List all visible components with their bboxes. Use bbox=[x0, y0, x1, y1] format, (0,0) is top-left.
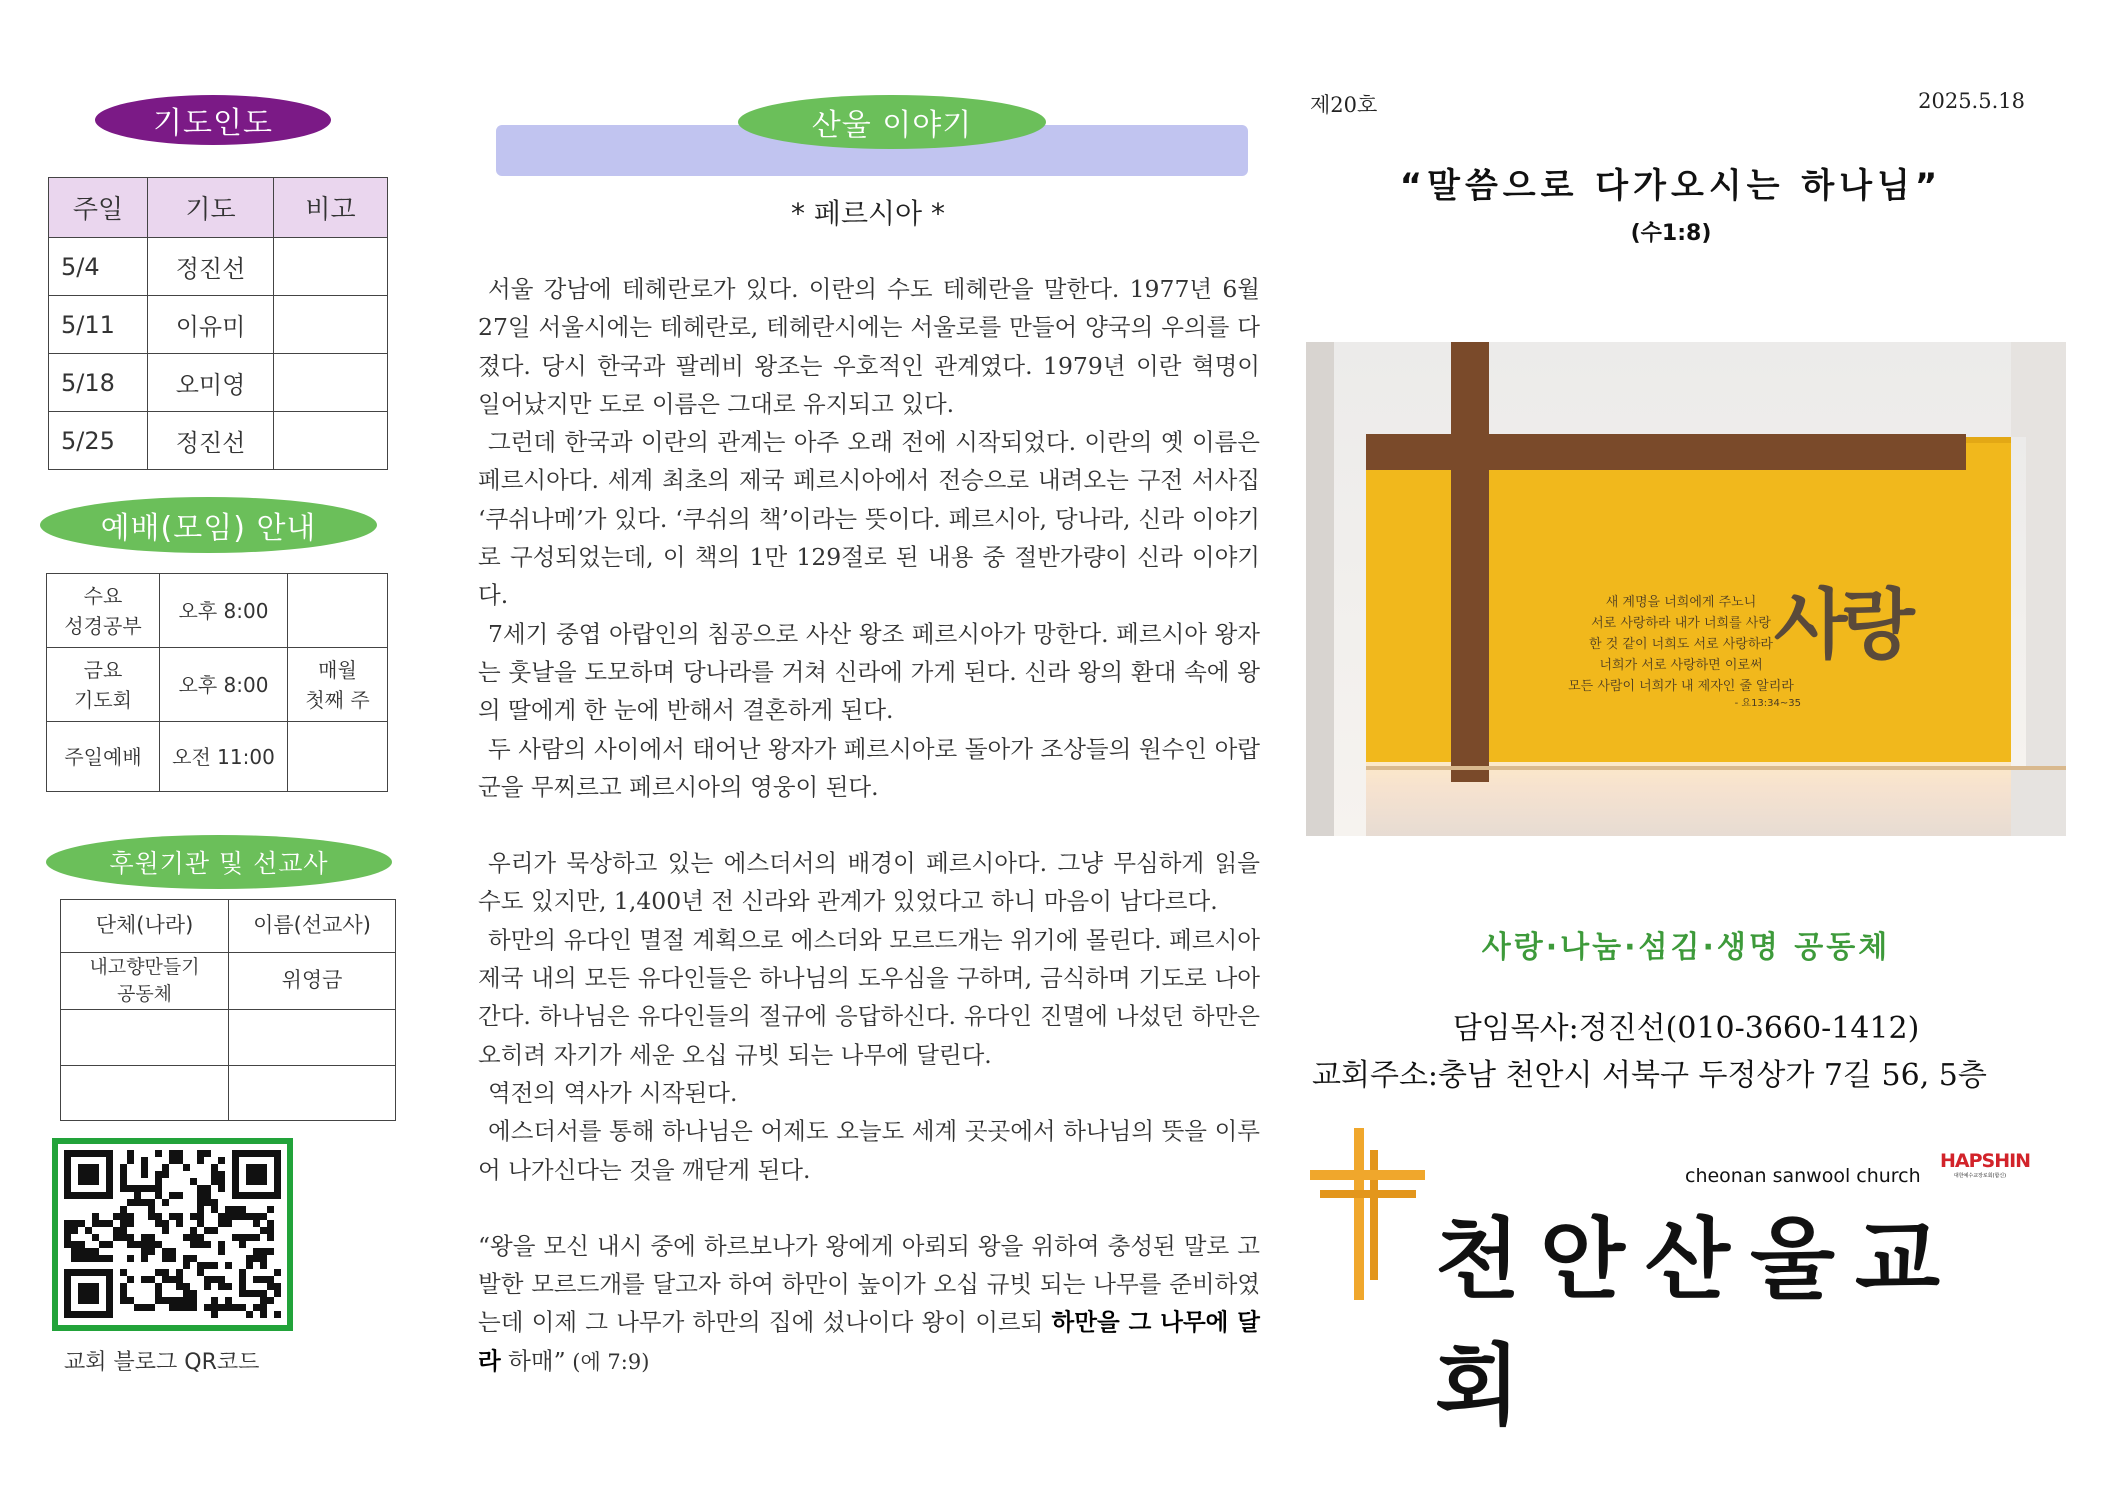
story-paragraph: 에스더서를 통해 하나님은 어제도 오늘도 세계 곳곳에서 하나님의 뜻을 이루어 나가신다는 것을 깨닫게 된다. bbox=[478, 1117, 1260, 1184]
support-missionary: 위영금 bbox=[229, 953, 396, 1010]
issue-number: 제20호 bbox=[1310, 93, 1378, 117]
story-paragraph: 하만의 유다인 멸절 계획으로 에스더와 모르드개는 위기에 몰린다. 페르시아 제국 내의 모든 유다인들은 하나님의 도우심을 구하며, 금식하며 기도로 나아간다. 하나님은 유다인들의 절규에 응답하신다. 유다인 진멸에 나섰던 하만은 오히려 자기가 세운 오십 규빗 되는 나무에 달린다. bbox=[478, 925, 1260, 1069]
quote-end: 하매” bbox=[500, 1346, 566, 1375]
table-row bbox=[49, 412, 388, 470]
story-paragraph: 그런데 한국과 이란의 관계는 아주 오래 전에 시작되었다. 이란의 옛 이름은 페르시아다. 세계 최초의 제국 페르시아에서 전승으로 내려오는 구전 서사집 ‘쿠쉬나메’가 있다. ‘쿠쉬의 책’이라는 뜻이다. 페르시아, 당나라, 신라 이야기로 구성되었는데, 이 책의 1만 129절로 된 내용 중 절반가량이 신라 이야기다. bbox=[478, 428, 1260, 610]
worship-note bbox=[288, 574, 388, 648]
table-row bbox=[61, 1066, 396, 1121]
worship-name: 금요 기도회 bbox=[47, 648, 160, 722]
motto: “말씀으로 다가오시는 하나님” bbox=[1399, 166, 1943, 206]
prayer-note bbox=[274, 296, 388, 354]
wall-verse-line: 새 계명을 너희에게 주노니 bbox=[1605, 595, 1757, 610]
motto-reference: (수1:8) bbox=[1630, 221, 1712, 246]
wall-verse-line: 서로 사랑하라 내가 너희를 사랑 bbox=[1591, 616, 1771, 631]
church-vision: 사랑·나눔·섬김·생명 공동체 bbox=[1481, 930, 1891, 965]
story-subtitle: * 페르시아 * bbox=[791, 197, 945, 230]
support-org bbox=[61, 1066, 229, 1121]
prayer-leader: 오미영 bbox=[148, 354, 274, 412]
hapshin-wordmark: HAPSHIN bbox=[1940, 1150, 2031, 1172]
sanctuary-photo bbox=[1306, 342, 2066, 836]
table-row bbox=[47, 648, 388, 722]
worship-note bbox=[288, 722, 388, 792]
qr-pattern bbox=[64, 1150, 281, 1319]
table-row bbox=[49, 354, 388, 412]
wall-verse-ref: - 요13:34~35 bbox=[1734, 698, 1801, 709]
table-row bbox=[61, 1010, 396, 1066]
paragraph-spacer bbox=[478, 1189, 1260, 1227]
prayer-table bbox=[48, 177, 388, 470]
worship-table bbox=[46, 573, 388, 792]
prayer-header-date: 주일 bbox=[49, 178, 148, 238]
prayer-date: 5/11 bbox=[49, 296, 148, 354]
prayer-leader: 정진선 bbox=[148, 412, 274, 470]
quote-reference: (에 7:9) bbox=[565, 1349, 650, 1374]
worship-note: 매월 첫째 주 bbox=[288, 648, 388, 722]
quote-text: “왕을 모신 내시 중에 하르보나가 왕에게 아뢰되 왕을 위하여 충성된 말로 고발한 모르드개를 달고자 하여 하만이 높이가 오십 규빗 되는 나무를 준비하였는데 이제 그 나무가 하만의 집에 섰나이다 왕이 이르되 bbox=[478, 1231, 1260, 1337]
prayer-header-name: 기도 bbox=[148, 178, 274, 238]
worship-section-title: 예배(모임) 안내 bbox=[40, 497, 377, 553]
wall-verse-line: 한 것 같이 너희도 서로 사랑하라 bbox=[1589, 637, 1773, 652]
wall-verse-line: 너희가 서로 사랑하면 이로써 bbox=[1599, 658, 1763, 673]
prayer-leader: 정진선 bbox=[148, 238, 274, 296]
story-paragraph: 서울 강남에 테헤란로가 있다. 이란의 수도 테헤란을 말한다. 1977년 6월 27일 서울시에는 테헤란로, 테헤란시에는 서울로를 만들어 양국의 우의를 다졌다. 당시 한국과 팔레비 왕조는 우호적인 관계였다. 1979년 이란 혁명이 일어났지만 도로 이름은 그대로 유지되고 있다. bbox=[478, 275, 1260, 418]
issue-date: 2025.5.18 bbox=[1918, 89, 2025, 113]
prayer-note bbox=[274, 412, 388, 470]
sanctuary-illustration bbox=[1306, 342, 2066, 836]
prayer-date: 5/4 bbox=[49, 238, 148, 296]
qr-caption: 교회 블로그 QR코드 bbox=[64, 1350, 260, 1375]
support-org bbox=[61, 1010, 229, 1066]
support-org: 내고향만들기 공동체 bbox=[61, 953, 229, 1010]
story-article bbox=[478, 270, 1260, 1381]
church-name-en: cheonan sanwool church bbox=[1685, 1165, 1921, 1187]
story-paragraph: 역전의 역사가 시작된다. bbox=[488, 1078, 738, 1107]
story-paragraph: 두 사람의 사이에서 태어난 왕자가 페르시아로 돌아가 조상들의 원수인 아랍군을 무찌르고 페르시아의 영웅이 된다. bbox=[478, 734, 1260, 801]
church-name-ko: 천안산울교회 bbox=[1435, 1208, 1961, 1437]
support-header-org: 단체(나라) bbox=[61, 900, 229, 953]
qr-code-icon[interactable] bbox=[52, 1138, 293, 1331]
pastor-contact: 담임목사:정진선(010-3660-1412) bbox=[1452, 1011, 1920, 1046]
table-row bbox=[61, 953, 396, 1010]
wall-verse-line: 모든 사람이 너희가 내 제자인 줄 알리라 bbox=[1568, 679, 1794, 694]
table-row bbox=[61, 900, 396, 953]
church-logo[interactable] bbox=[1310, 1128, 2031, 1437]
scripture-quote bbox=[478, 1227, 1260, 1381]
table-row bbox=[47, 722, 388, 792]
story-section-title: 산울 이야기 bbox=[738, 95, 1046, 149]
hapshin-subtitle: 대한예수교장로회(합신) bbox=[1953, 1173, 2007, 1179]
support-table bbox=[60, 899, 396, 1121]
worship-time: 오후 8:00 bbox=[160, 648, 288, 722]
support-missionary bbox=[229, 1010, 396, 1066]
wall-verse bbox=[1561, 592, 1801, 711]
prayer-section-title: 기도인도 bbox=[95, 95, 331, 145]
story-paragraph: 우리가 묵상하고 있는 에스더서의 배경이 페르시아다. 그냥 무심하게 읽을 수도 있지만, 1,400년 전 신라와 관계가 있었다고 하니 마음이 남다르다. bbox=[478, 849, 1260, 916]
prayer-leader: 이유미 bbox=[148, 296, 274, 354]
quote-emphasis: 하만을 그 나무에 달라 bbox=[478, 1308, 1260, 1375]
prayer-note bbox=[274, 238, 388, 296]
table-row bbox=[47, 574, 388, 648]
support-section-title: 후원기관 및 선교사 bbox=[46, 835, 392, 889]
paragraph-spacer bbox=[478, 806, 1260, 844]
prayer-date: 5/25 bbox=[49, 412, 148, 470]
worship-name: 주일예배 bbox=[47, 722, 160, 792]
wall-love-word: 사랑 bbox=[1774, 580, 1909, 669]
cross-logo-icon bbox=[1310, 1128, 1425, 1300]
support-missionary bbox=[229, 1066, 396, 1121]
worship-name: 수요 성경공부 bbox=[47, 574, 160, 648]
prayer-date: 5/18 bbox=[49, 354, 148, 412]
worship-time: 오전 11:00 bbox=[160, 722, 288, 792]
support-header-name: 이름(선교사) bbox=[229, 900, 396, 953]
worship-time: 오후 8:00 bbox=[160, 574, 288, 648]
table-row bbox=[49, 296, 388, 354]
hapshin-logo bbox=[1940, 1150, 2031, 1179]
church-address: 교회주소:충남 천안시 서북구 두정상가 7길 56, 5층 bbox=[1312, 1058, 1987, 1093]
table-row bbox=[49, 238, 388, 296]
prayer-header-note: 비고 bbox=[274, 178, 388, 238]
story-paragraph: 7세기 중엽 아랍인의 침공으로 사산 왕조 페르시아가 망한다. 페르시아 왕자는 훗날을 도모하며 당나라를 거쳐 신라에 가게 된다. 신라 왕의 환대 속에 왕의 딸에게 한 눈에 반해서 결혼하게 된다. bbox=[478, 619, 1260, 725]
prayer-note bbox=[274, 354, 388, 412]
